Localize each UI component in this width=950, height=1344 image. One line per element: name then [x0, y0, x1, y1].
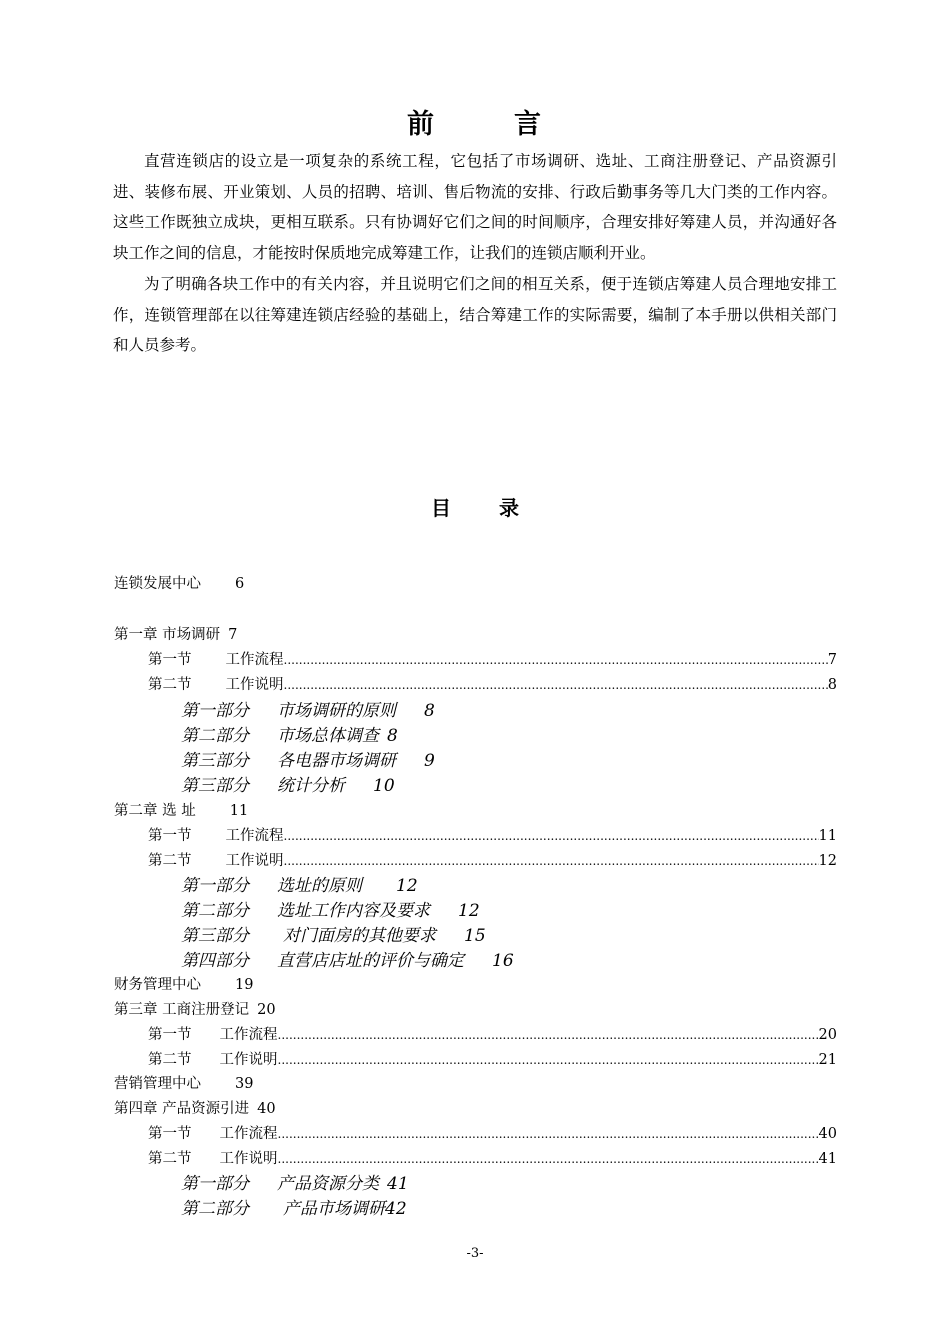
- toc-entry-page: 12: [396, 876, 418, 896]
- toc-entry-label: 第二节: [148, 1151, 192, 1167]
- toc-title: [0, 492, 950, 521]
- toc-entry-name: 工作说明: [225, 677, 284, 693]
- toc-entry-page: 19: [235, 977, 254, 993]
- toc-entry-name: 第二章 选 址: [114, 803, 196, 819]
- toc-entry-name: 第一章 市场调研: [114, 627, 221, 643]
- toc-leader-dots: [278, 1122, 819, 1146]
- toc-entry-label: 第三部分: [181, 751, 249, 771]
- preface-body: [113, 146, 837, 361]
- toc-center-entry[interactable]: [114, 572, 244, 596]
- toc-entry-label: 第一节: [148, 652, 192, 668]
- toc-entry-name: 工作说明: [225, 853, 284, 869]
- toc-part-entry[interactable]: [181, 1197, 407, 1221]
- toc-entry-name: 第四章 产品资源引进: [114, 1101, 250, 1117]
- toc-section-entry[interactable]: [148, 1023, 837, 1047]
- toc-section-entry[interactable]: [148, 1147, 837, 1171]
- toc-center-entry[interactable]: [114, 973, 253, 997]
- toc-entry-label: 第一节: [148, 828, 192, 844]
- toc-title-char-2: 录: [499, 496, 519, 520]
- toc-entry-label: 第四部分: [181, 951, 249, 971]
- toc-leader-dots: [278, 1048, 819, 1072]
- preface-title-char-1: 前: [407, 109, 436, 140]
- toc-part-entry[interactable]: [181, 699, 435, 723]
- toc-entry-label: 第二节: [148, 853, 192, 869]
- toc-chapter-entry[interactable]: [114, 1097, 276, 1121]
- toc-entry-label: 第三部分: [181, 776, 249, 796]
- preface-paragraph-1: 直营连锁店的设立是一项复杂的系统工程，它包括了市场调研、选址、工商注册登记、产品资源引进、装修布展、开业策划、人员的招聘、培训、售后物流的安排、行政后勤事务等几大门类的工作内容。这些工作既独立成块，更相互联系。只有协调好它们之间的时间顺序，合理安排好筹建人员，并沟通好各块工作之间的信息，才能按时保质地完成筹建工作，让我们的连锁店顺利开业。: [113, 152, 837, 263]
- toc-entry-name: 工作流程: [219, 1027, 278, 1043]
- toc-entry-page: 12: [458, 901, 480, 921]
- toc-entry-name: 选址工作内容及要求: [277, 901, 430, 921]
- toc-entry-name: 直营店店址的评价与确定: [277, 951, 464, 971]
- toc-entry-page: 16: [492, 951, 514, 971]
- toc-entry-name: 工作流程: [225, 828, 284, 844]
- toc-entry-label: 第一部分: [181, 876, 249, 896]
- toc-entry-page: 40: [257, 1101, 276, 1117]
- toc-entry-name: 产品市场调研: [283, 1199, 385, 1219]
- toc-title-char-1: 目: [431, 496, 451, 520]
- preface-title: [0, 102, 950, 141]
- toc-entry-page: 6: [235, 576, 245, 592]
- toc-entry-page: 7: [827, 652, 837, 668]
- toc-entry-page: 8: [827, 677, 837, 693]
- toc-entry-page: 7: [228, 627, 238, 643]
- toc-part-entry[interactable]: [181, 774, 395, 798]
- toc-entry-page: 15: [464, 926, 486, 946]
- toc-part-entry[interactable]: [181, 1172, 409, 1196]
- toc-leader-dots: [284, 648, 828, 672]
- toc-section-entry[interactable]: [148, 673, 837, 697]
- toc-chapter-entry[interactable]: [114, 799, 248, 823]
- toc-section-entry[interactable]: [148, 648, 837, 672]
- toc-chapter-entry[interactable]: [114, 998, 276, 1022]
- toc-entry-name: 统计分析: [277, 776, 345, 796]
- toc-entry-label: 第三部分: [181, 926, 249, 946]
- toc-entry-page: 8: [387, 726, 398, 746]
- toc-leader-dots: [278, 1023, 819, 1047]
- toc-part-entry[interactable]: [181, 724, 398, 748]
- toc-entry-name: 第三章 工商注册登记: [114, 1002, 250, 1018]
- toc-entry-name: 财务管理中心: [114, 977, 201, 993]
- toc-entry-name: 各电器市场调研: [277, 751, 396, 771]
- toc-entry-name: 选址的原则: [277, 876, 362, 896]
- toc-entry-name: 市场调研的原则: [277, 701, 396, 721]
- toc-leader-dots: [284, 849, 819, 873]
- toc-entry-page: 41: [387, 1174, 409, 1194]
- toc-part-entry[interactable]: [181, 924, 486, 948]
- preface-paragraph-2: 为了明确各块工作中的有关内容，并且说明它们之间的相互关系，便于连锁店筹建人员合理地安排工作，连锁管理部在以往筹建连锁店经验的基础上，结合筹建工作的实际需要，编制了本手册以供相关部门和人员参考。: [113, 274, 837, 355]
- toc-part-entry[interactable]: [181, 949, 514, 973]
- toc-entry-page: 39: [235, 1076, 254, 1092]
- toc-entry-page: 12: [818, 853, 837, 869]
- toc-entry-page: 40: [818, 1126, 837, 1142]
- toc-entry-name: 对门面房的其他要求: [283, 926, 436, 946]
- toc-entry-label: 第一部分: [181, 701, 249, 721]
- toc-entry-name: 工作流程: [219, 1126, 278, 1142]
- toc-section-entry[interactable]: [148, 1048, 837, 1072]
- toc-section-entry[interactable]: [148, 1122, 837, 1146]
- page-number: -3-: [466, 1246, 484, 1261]
- toc-entry-page: 11: [229, 803, 249, 819]
- toc-entry-page: 41: [818, 1151, 837, 1167]
- toc-entry-label: 第二节: [148, 1052, 192, 1068]
- toc-part-entry[interactable]: [181, 899, 480, 923]
- toc-section-entry[interactable]: [148, 849, 837, 873]
- toc-entry-name: 工作说明: [219, 1052, 278, 1068]
- toc-part-entry[interactable]: [181, 749, 435, 773]
- toc-entry-page: 20: [257, 1002, 276, 1018]
- toc-entry-label: 第二节: [148, 677, 192, 693]
- toc-leader-dots: [278, 1147, 819, 1171]
- toc-entry-name: 工作流程: [225, 652, 284, 668]
- toc-entry-page: 42: [385, 1199, 407, 1219]
- toc-chapter-entry[interactable]: [114, 623, 237, 647]
- toc-entry-page: 10: [373, 776, 395, 796]
- toc-entry-page: 11: [818, 828, 837, 844]
- toc-entry-label: 第一节: [148, 1126, 192, 1142]
- preface-title-char-2: 言: [514, 109, 543, 140]
- toc-center-entry[interactable]: [114, 1072, 253, 1096]
- toc-entry-page: 21: [818, 1052, 837, 1068]
- toc-entry-label: 第二部分: [181, 726, 249, 746]
- toc-entry-name: 市场总体调查: [277, 726, 379, 746]
- toc-section-entry[interactable]: [148, 824, 837, 848]
- toc-part-entry[interactable]: [181, 874, 418, 898]
- toc-entry-label: 第一部分: [181, 1174, 249, 1194]
- toc-entry-name: 连锁发展中心: [114, 576, 201, 592]
- toc-entry-page: 8: [424, 701, 435, 721]
- toc-leader-dots: [284, 673, 828, 697]
- toc-entry-name: 工作说明: [219, 1151, 278, 1167]
- toc-entry-page: 20: [818, 1027, 837, 1043]
- toc-leader-dots: [284, 824, 819, 848]
- toc-entry-label: 第二部分: [181, 901, 249, 921]
- toc-entry-name: 营销管理中心: [114, 1076, 201, 1092]
- toc-entry-label: 第二部分: [181, 1199, 249, 1219]
- toc-entry-page: 9: [424, 751, 435, 771]
- toc-entry-name: 产品资源分类: [277, 1174, 379, 1194]
- toc-entry-label: 第一节: [148, 1027, 192, 1043]
